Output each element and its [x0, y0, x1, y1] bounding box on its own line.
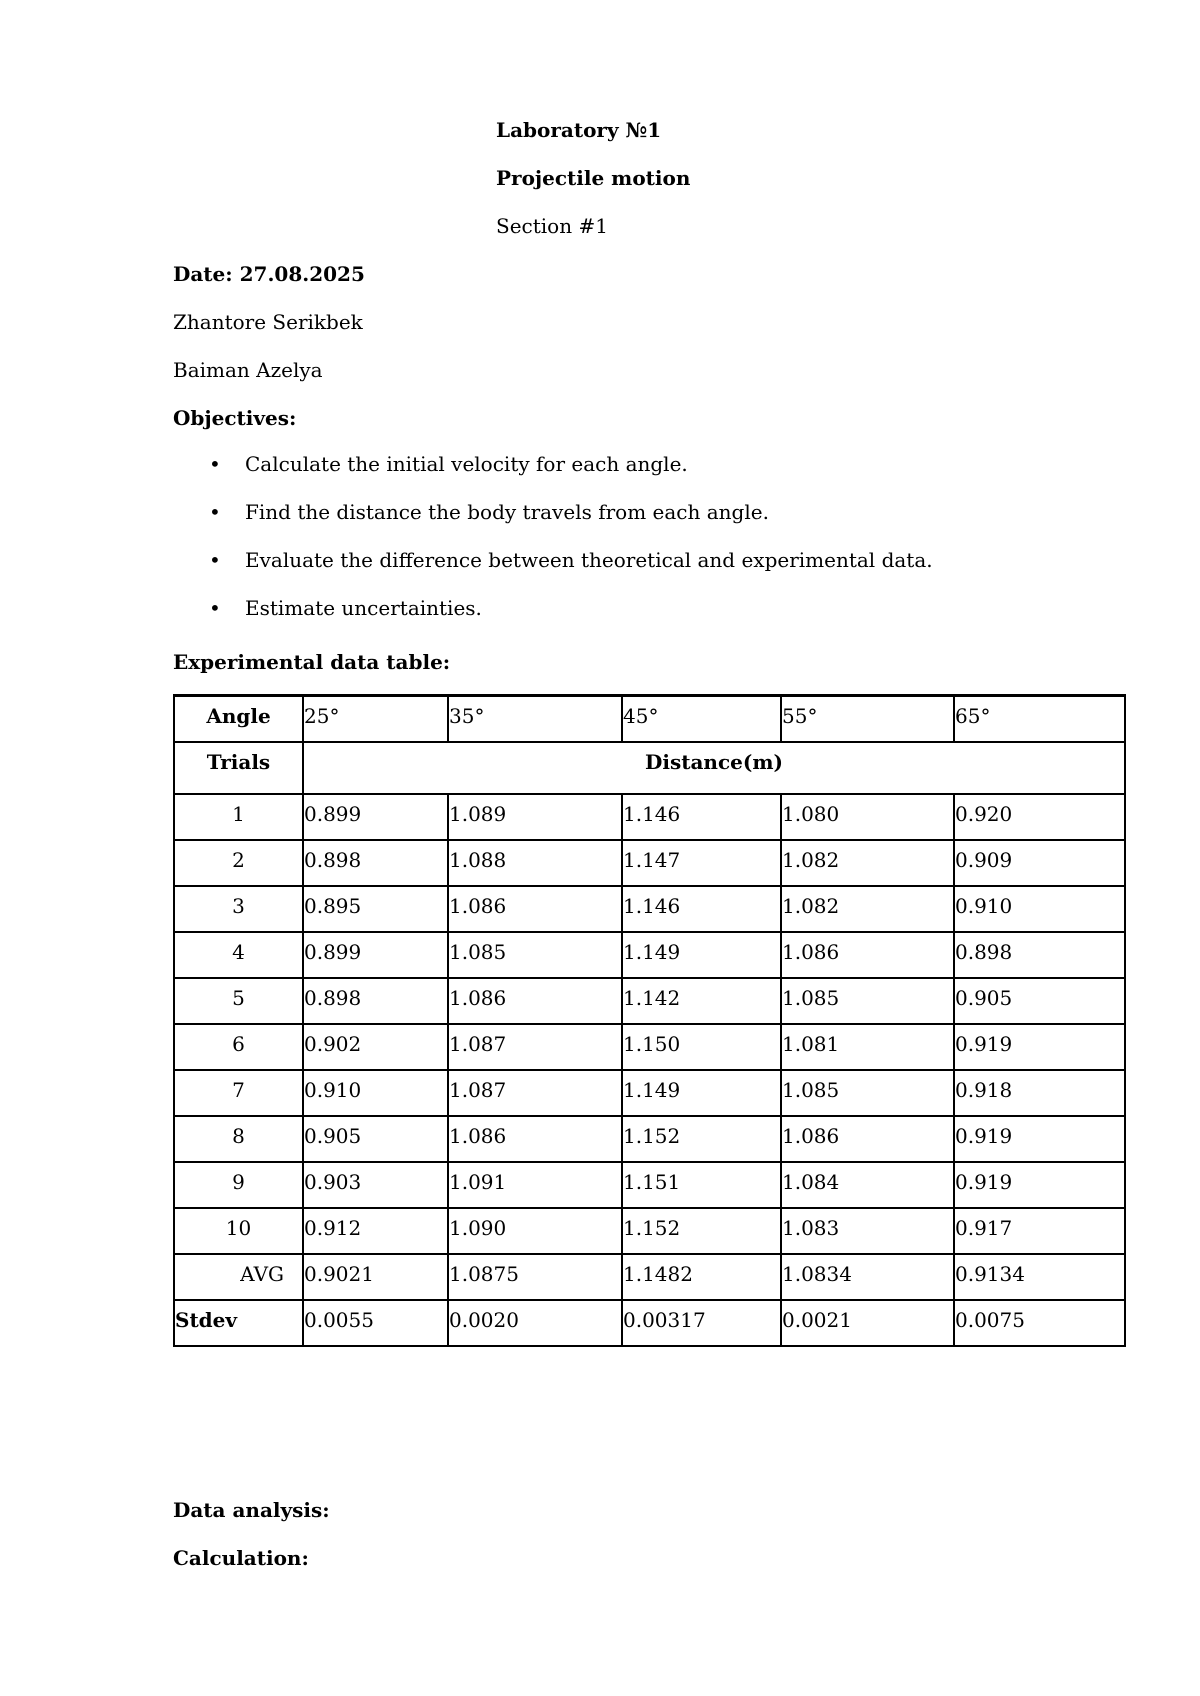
objective-item: • Find the distance the body travels from each angle. — [209, 500, 769, 524]
table-row — [174, 1070, 1125, 1116]
table-row — [174, 978, 1125, 1024]
distance-cell: 1.087 — [448, 1070, 622, 1116]
distance-cell: 1.085 — [448, 932, 622, 978]
distance-cell: 1.086 — [781, 932, 954, 978]
date-line: Date: 27.08.2025 — [173, 262, 365, 286]
author-1: Zhantore Serikbek — [173, 310, 363, 334]
distance-cell: 1.089 — [448, 794, 622, 840]
section-label: Section #1 — [496, 214, 608, 238]
angle-header-cell: 45° — [622, 696, 781, 742]
row-label: 6 — [174, 1024, 303, 1070]
distance-cell: 1.1482 — [622, 1254, 781, 1300]
distance-cell: 0.0075 — [954, 1300, 1125, 1346]
row-label: 10 — [174, 1208, 303, 1254]
author-2: Baiman Azelya — [173, 358, 323, 382]
distance-cell: 0.0021 — [781, 1300, 954, 1346]
row-label: AVG — [174, 1254, 303, 1300]
distance-cell: 0.909 — [954, 840, 1125, 886]
angle-header-cell: 55° — [781, 696, 954, 742]
distance-cell: 0.910 — [303, 1070, 448, 1116]
table-row — [174, 1116, 1125, 1162]
distance-cell: 1.090 — [448, 1208, 622, 1254]
distance-cell: 0.898 — [954, 932, 1125, 978]
row-label: 3 — [174, 886, 303, 932]
distance-label: Distance(m) — [303, 742, 1125, 794]
distance-cell: 1.085 — [781, 978, 954, 1024]
distance-cell: 0.0020 — [448, 1300, 622, 1346]
distance-cell: 1.086 — [448, 886, 622, 932]
distance-cell: 1.084 — [781, 1162, 954, 1208]
distance-cell: 0.9134 — [954, 1254, 1125, 1300]
distance-cell: 0.903 — [303, 1162, 448, 1208]
table-row — [174, 1162, 1125, 1208]
distance-cell: 1.082 — [781, 840, 954, 886]
data-analysis-heading: Data analysis: — [173, 1498, 330, 1522]
distance-cell: 0.917 — [954, 1208, 1125, 1254]
distance-cell: 1.086 — [448, 1116, 622, 1162]
distance-cell: 0.920 — [954, 794, 1125, 840]
distance-cell: 0.910 — [954, 886, 1125, 932]
distance-cell: 1.081 — [781, 1024, 954, 1070]
avg-row — [174, 1254, 1125, 1300]
bullet-icon: • — [209, 500, 221, 524]
table-row — [174, 1208, 1125, 1254]
distance-cell: 1.086 — [448, 978, 622, 1024]
row-label: 5 — [174, 978, 303, 1024]
distance-cell: 1.152 — [622, 1116, 781, 1162]
objectives-list — [173, 452, 933, 644]
row-label: 9 — [174, 1162, 303, 1208]
row-label: 8 — [174, 1116, 303, 1162]
distance-cell: 1.149 — [622, 1070, 781, 1116]
row-label: 4 — [174, 932, 303, 978]
angle-header-row — [174, 696, 1125, 742]
table-row — [174, 932, 1125, 978]
distance-cell: 1.085 — [781, 1070, 954, 1116]
distance-cell: 0.919 — [954, 1116, 1125, 1162]
distance-cell: 1.150 — [622, 1024, 781, 1070]
distance-cell: 1.0834 — [781, 1254, 954, 1300]
distance-cell: 1.091 — [448, 1162, 622, 1208]
distance-cell: 0.898 — [303, 840, 448, 886]
table-heading: Experimental data table: — [173, 650, 451, 674]
distance-cell: 0.905 — [954, 978, 1125, 1024]
distance-cell: 1.149 — [622, 932, 781, 978]
distance-cell: 0.898 — [303, 978, 448, 1024]
subject-title: Projectile motion — [496, 166, 691, 190]
table-row — [174, 794, 1125, 840]
distance-cell: 0.905 — [303, 1116, 448, 1162]
angle-header-cell: 25° — [303, 696, 448, 742]
distance-cell: 1.087 — [448, 1024, 622, 1070]
angle-header-cell: 35° — [448, 696, 622, 742]
calculation-heading: Calculation: — [173, 1546, 309, 1570]
bullet-icon: • — [209, 548, 221, 572]
distance-cell: 0.902 — [303, 1024, 448, 1070]
angle-label: Angle — [174, 696, 303, 742]
objective-item: • Calculate the initial velocity for each angle. — [209, 452, 688, 476]
row-label: 7 — [174, 1070, 303, 1116]
bullet-icon: • — [209, 452, 221, 476]
row-label: 2 — [174, 840, 303, 886]
distance-cell: 1.088 — [448, 840, 622, 886]
distance-cell: 1.142 — [622, 978, 781, 1024]
lab-title: Laboratory №1 — [496, 118, 662, 142]
distance-cell: 1.152 — [622, 1208, 781, 1254]
table-row — [174, 886, 1125, 932]
distance-cell: 0.9021 — [303, 1254, 448, 1300]
distance-cell: 1.147 — [622, 840, 781, 886]
distance-cell: 0.895 — [303, 886, 448, 932]
distance-cell: 0.918 — [954, 1070, 1125, 1116]
distance-cell: 1.0875 — [448, 1254, 622, 1300]
distance-cell: 0.919 — [954, 1024, 1125, 1070]
objective-item: • Estimate uncertainties. — [209, 596, 482, 620]
distance-cell: 1.082 — [781, 886, 954, 932]
stdev-row — [174, 1300, 1125, 1346]
distance-cell: 0.899 — [303, 794, 448, 840]
bullet-icon: • — [209, 596, 221, 620]
distance-cell: 1.146 — [622, 794, 781, 840]
distance-cell: 1.086 — [781, 1116, 954, 1162]
experimental-data-table — [173, 694, 1126, 1347]
row-label: 1 — [174, 794, 303, 840]
distance-cell: 0.912 — [303, 1208, 448, 1254]
row-label: Stdev — [174, 1300, 303, 1346]
distance-cell: 0.919 — [954, 1162, 1125, 1208]
distance-cell: 1.080 — [781, 794, 954, 840]
distance-cell: 1.146 — [622, 886, 781, 932]
distance-cell: 0.0055 — [303, 1300, 448, 1346]
distance-cell: 1.151 — [622, 1162, 781, 1208]
distance-cell: 0.00317 — [622, 1300, 781, 1346]
angle-header-cell: 65° — [954, 696, 1125, 742]
table-row — [174, 840, 1125, 886]
table-row — [174, 1024, 1125, 1070]
trials-header-row — [174, 742, 1125, 794]
distance-cell: 1.083 — [781, 1208, 954, 1254]
objectives-heading: Objectives: — [173, 406, 297, 430]
trials-label: Trials — [174, 742, 303, 794]
distance-cell: 0.899 — [303, 932, 448, 978]
objective-item: • Evaluate the difference between theoretical and experimental data. — [209, 548, 933, 572]
